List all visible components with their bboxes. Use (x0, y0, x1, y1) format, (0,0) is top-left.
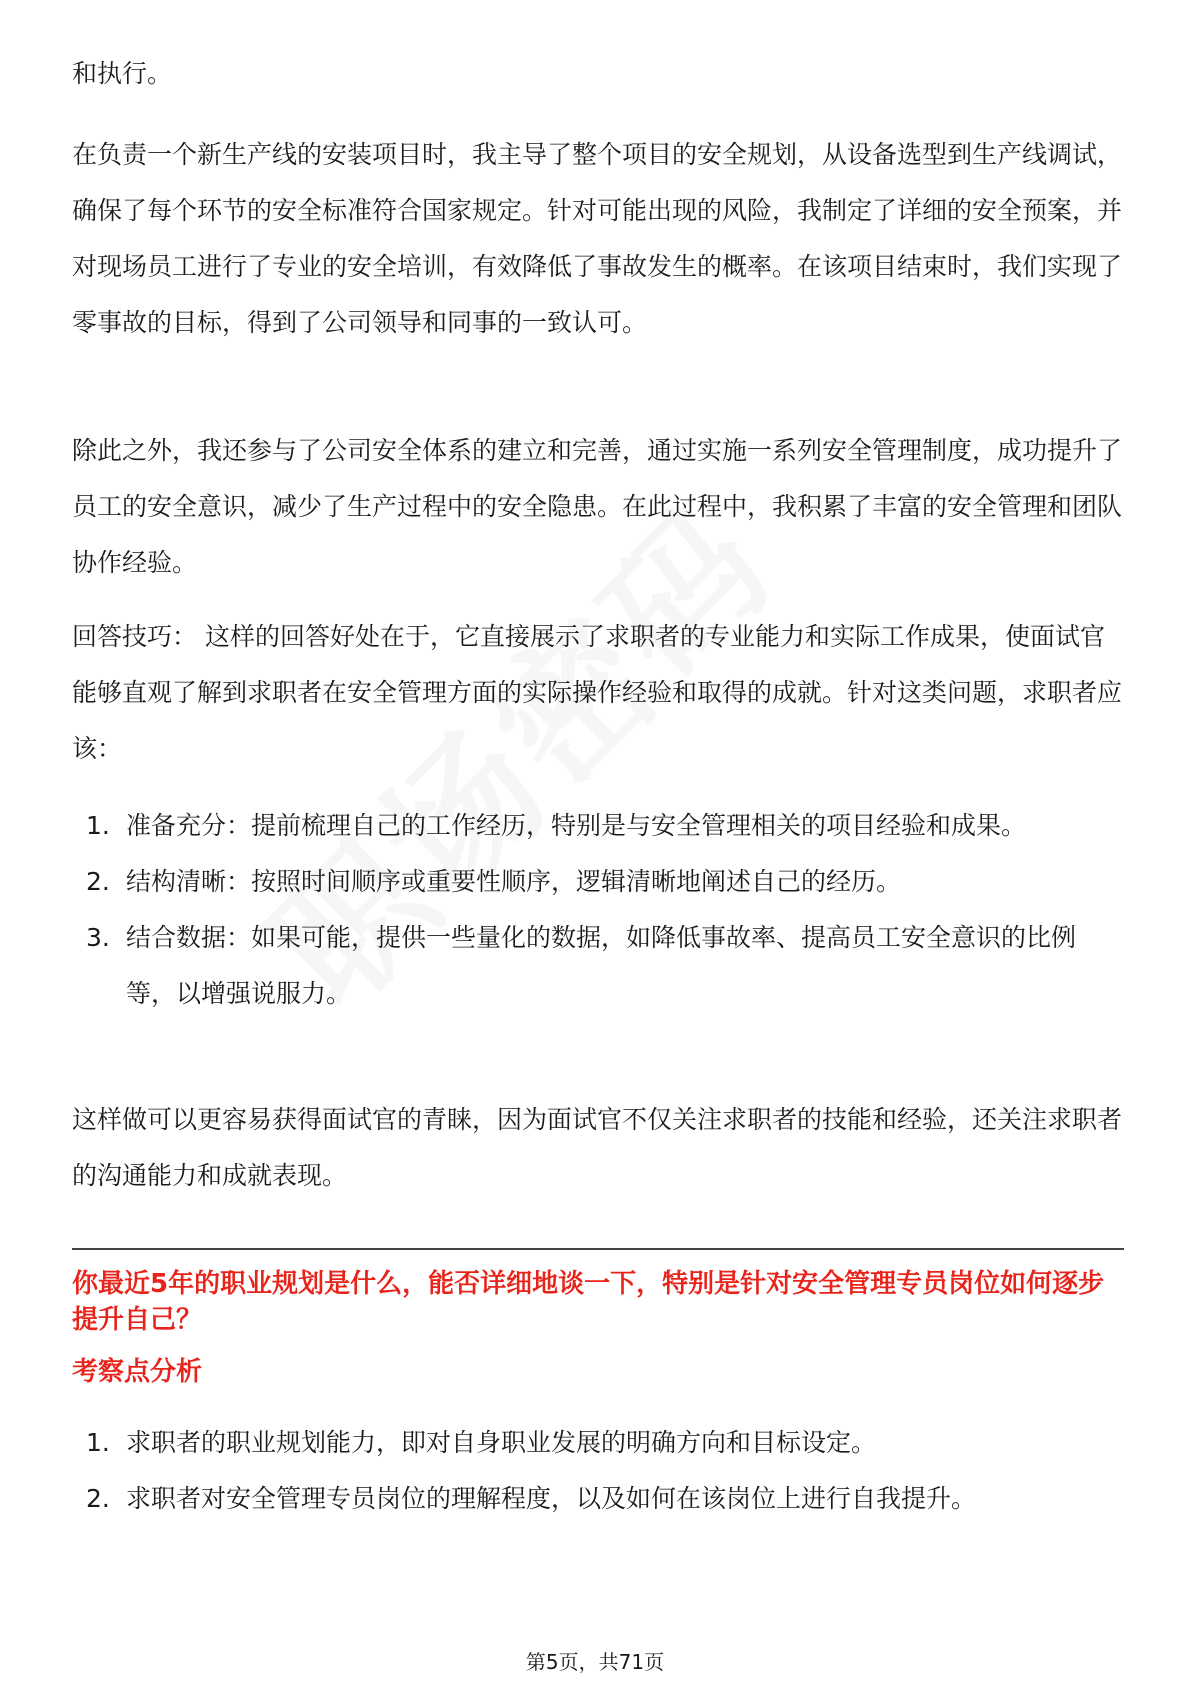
list-item (72, 798, 1124, 854)
list-item-text: 结合数据：如果可能，提供一些量化的数据，如降低事故率、提高员工安全意识的比例等，以增强说服力。 (126, 923, 1077, 1008)
list-item (72, 854, 1124, 910)
list-number: 1. (86, 811, 110, 840)
page-number: 第5页，共71页 (525, 1650, 665, 1674)
tips-list (72, 798, 1124, 1022)
paragraph-safety-system: 除此之外，我还参与了公司安全体系的建立和完善，通过实施一系列安全管理制度，成功提升了员工的安全意识，减少了生产过程中的安全隐患。在此过程中，我积累了丰富的安全管理和团队协作经验。 (72, 436, 1123, 577)
list-number: 2. (86, 1484, 110, 1513)
list-item-text: 求职者的职业规划能力，即对自身职业发展的明确方向和目标设定。 (126, 1428, 877, 1457)
paragraph-intro-end: 和执行。 (72, 59, 173, 88)
question-heading: 你最近5年的职业规划是什么，能否详细地谈一下，特别是针对安全管理专员岗位如何逐步提升自己？ (72, 1269, 1105, 1335)
paragraph-project-experience: 在负责一个新生产线的安装项目时，我主导了整个项目的安全规划，从设备选型到生产线调试，确保了每个环节的安全标准符合国家规定。针对可能出现的风险，我制定了详细的安全预案，并对现场员工进行了专业的安全培训，有效降低了事故发生的概率。在该项目结束时，我们实现了零事故的目标，得到了公司领导和同事的一致认可。 (72, 140, 1123, 337)
list-item-text: 求职者对安全管理专员岗位的理解程度，以及如何在该岗位上进行自我提升。 (126, 1484, 977, 1513)
paragraph-answer-tips: 回答技巧： 这样的回答好处在于，它直接展示了求职者的专业能力和实际工作成果，使面试官能够直观了解到求职者在安全管理方面的实际操作经验和取得的成就。针对这类问题，求职者应该： (72, 622, 1123, 763)
section-divider (72, 1248, 1124, 1250)
list-number: 3. (86, 923, 110, 952)
analysis-list (72, 1415, 1124, 1527)
list-number: 2. (86, 867, 110, 896)
list-item-text: 结构清晰：按照时间顺序或重要性顺序，逻辑清晰地阐述自己的经历。 (126, 867, 902, 896)
list-item (72, 910, 1124, 1022)
list-item (72, 1471, 1124, 1527)
list-item-text: 准备充分：提前梳理自己的工作经历，特别是与安全管理相关的项目经验和成果。 (126, 811, 1027, 840)
list-number: 1. (86, 1428, 110, 1457)
list-item (72, 1415, 1124, 1471)
paragraph-conclusion: 这样做可以更容易获得面试官的青睐，因为面试官不仅关注求职者的技能和经验，还关注求职者的沟通能力和成就表现。 (72, 1105, 1123, 1190)
analysis-heading: 考察点分析 (72, 1357, 203, 1387)
